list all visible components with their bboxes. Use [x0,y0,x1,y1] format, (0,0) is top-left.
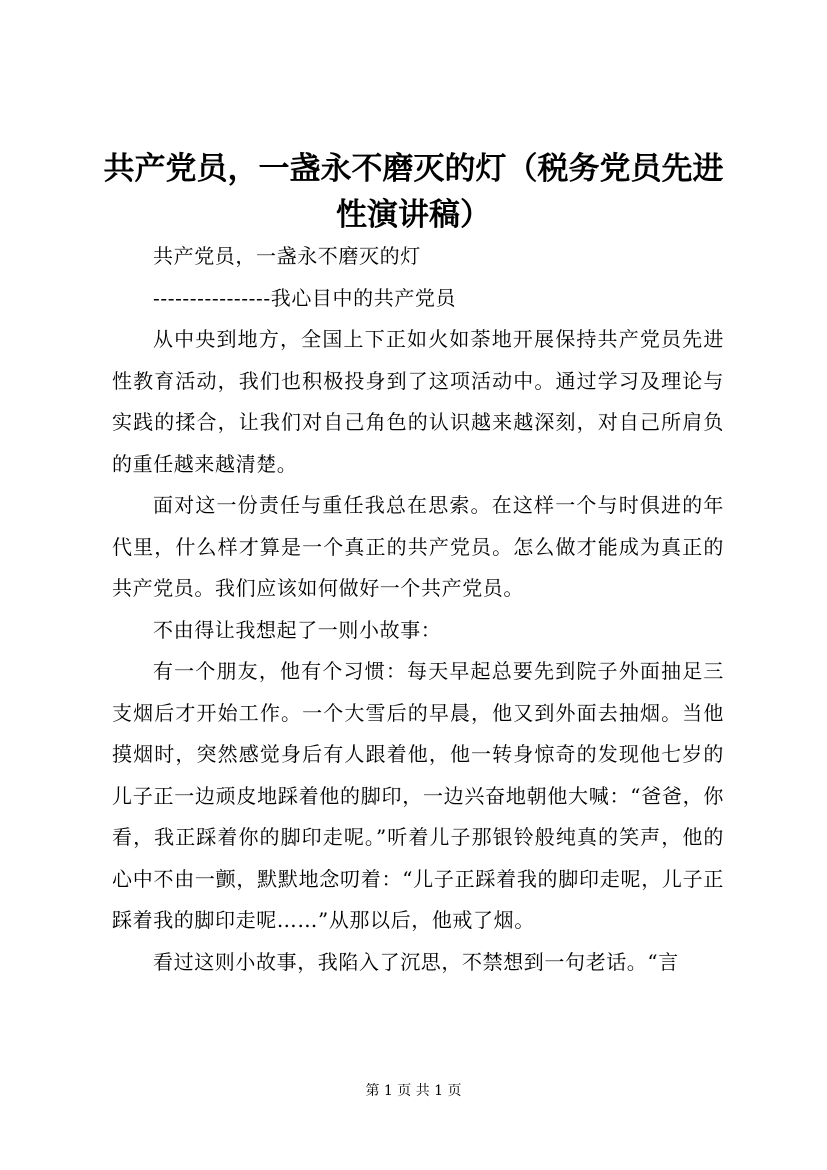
paragraph-subtitle: 共产党员，一盏永不磨灭的灯 [153,244,421,268]
page-number-footer: 第 1 页 共 1 页 [365,1083,462,1099]
document-body [112,236,724,983]
paragraph: 不由得让我想起了一则小故事： [153,617,442,642]
paragraph: 从中央到地方，全国上下正如火如荼地开展保持共产党员先进性教育活动，我们也积极投身到了这项活动中。通过学习及理论与实践的揉合，让我们对自己角色的认识越来越深刻，对自己所肩负的重任越来越清楚。 [112,327,724,476]
paragraph-subheading: ----------------我心目中的共产党员 [153,285,457,310]
paragraph-story: 有一个朋友，他有个习惯：每天早起总要先到院子外面抽足三支烟后才开始工作。一个大雪后的早晨，他又到外面去抽烟。当他摸烟时，突然感觉身后有人跟着他，他一转身惊奇的发现他七岁的儿子正一边顽皮地踩着他的脚印，一边兴奋地朝他大喊：“爸爸，你看，我正踩着你的脚印走呢。”听着儿子那银铃般纯真的笑声，他的心中不由一颤，默默地念叨着：“儿子正踩着我的脚印走呢，儿子正踩着我的脚印走呢……”从那以后，他戒了烟。 [112,659,724,932]
document-title: 共产党员，一盏永不磨灭的灯（税务党员先进性演讲稿） [103,151,724,233]
paragraph: 面对这一份责任与重任我总在思索。在这样一个与时俱进的年代里，什么样才算是一个真正的共产党员。怎么做才能成为真正的共产党员。我们应该如何做好一个共产党员。 [112,493,724,600]
paragraph: 看过这则小故事，我陷入了沉思，不禁想到一句老话。“言 [153,949,679,974]
